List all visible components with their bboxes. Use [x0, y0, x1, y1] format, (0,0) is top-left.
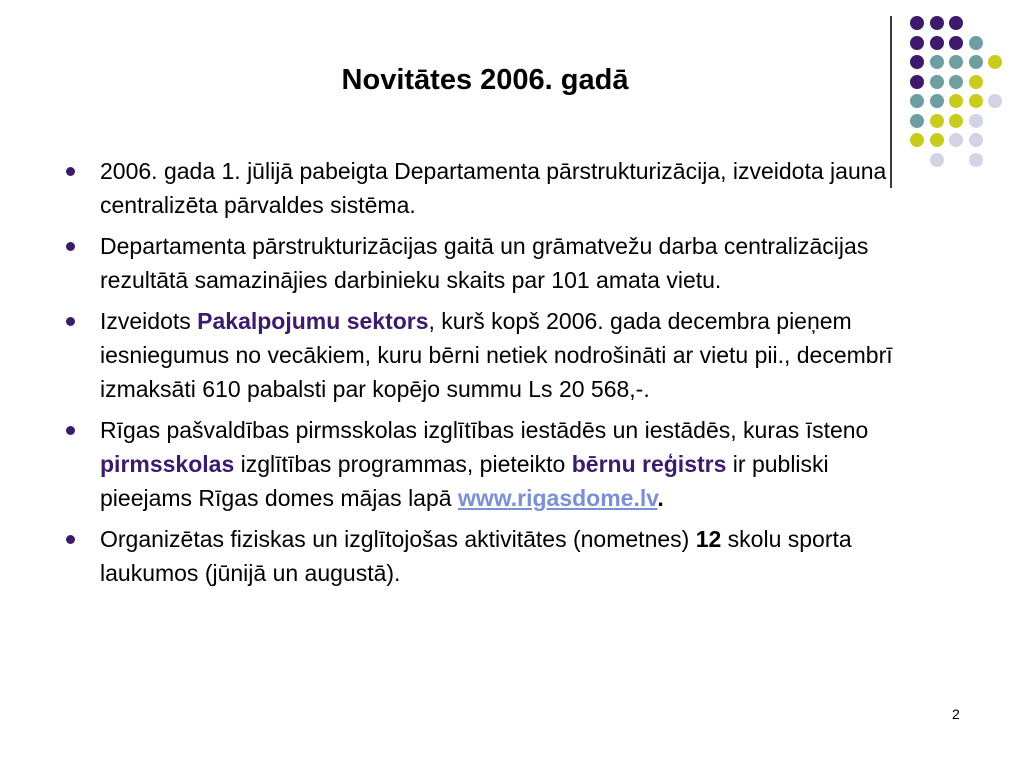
bullet-text: Rīgas pašvaldības pirmsskolas izglītības iestādēs un iestādēs, kuras īsteno	[100, 417, 869, 443]
decorative-dot	[949, 16, 963, 30]
decorative-dot	[910, 133, 924, 147]
bullet-text: izglītības programmas, pieteikto	[234, 451, 572, 477]
decorative-dot	[969, 55, 983, 69]
decorative-dot	[930, 153, 944, 167]
decorative-dot	[969, 36, 983, 50]
bullet-dot-icon	[66, 317, 75, 326]
bullet-text: 2006. gada 1. jūlijā pabeigta Departamenta pārstrukturizācija, izveidota jauna centralizēta pārvaldes sistēma.	[100, 158, 887, 218]
bullet-item-staff-reduction	[60, 229, 910, 297]
bullet-list	[60, 154, 910, 597]
rigasdome-link[interactable]: www.rigasdome.lv	[457, 485, 658, 511]
bullet-dot-icon	[66, 426, 75, 435]
bullet-text: Departamenta pārstrukturizācijas gaitā un grāmatvežu darba centralizācijas rezultātā samazinājies darbinieku skaits par 101 amata vietu.	[100, 233, 869, 293]
highlight-service-sector: Pakalpojumu sektors	[197, 308, 429, 334]
decorative-dot	[949, 133, 963, 147]
decorative-dot	[969, 133, 983, 147]
bullet-item-service-sector	[60, 304, 910, 406]
highlight-count: 12	[695, 526, 722, 552]
decorative-dot	[969, 94, 983, 108]
decorative-dot	[930, 133, 944, 147]
bullet-text: Organizētas fiziskas un izglītojošas aktivitātes (nometnes)	[100, 526, 696, 552]
decorative-dot	[949, 36, 963, 50]
bullet-item-child-registry	[60, 413, 910, 515]
slide-title: Novitātes 2006. gadā	[341, 64, 629, 96]
bullet-dot-icon	[66, 167, 75, 176]
highlight-child-registry: bērnu reģistrs	[571, 451, 727, 477]
decorative-dot	[988, 55, 1002, 69]
bullet-item-restructuring	[60, 154, 910, 222]
highlight-preschool: pirmsskolas	[100, 451, 235, 477]
bullet-text: ir publiski pieejams Rīgas domes mājas lapā	[100, 451, 829, 511]
decorative-dot	[910, 16, 924, 30]
decorative-dot	[910, 36, 924, 50]
bullet-text: , kurš kopš 2006. gada decembra pieņem iesniegumus no vecākiem, kuru bērni netiek nodrošināti ar vietu pii., decembrī izmaksāti 610 pabalsti par kopējo summu Ls 20 568,-.	[100, 308, 893, 402]
decorative-dot	[969, 114, 983, 128]
page-number: 2	[952, 706, 960, 722]
decorative-dot	[930, 114, 944, 128]
decorative-dot	[949, 114, 963, 128]
bullet-text: Izveidots	[100, 308, 198, 334]
decorative-dot	[930, 16, 944, 30]
decorative-dot	[969, 153, 983, 167]
bullet-dot-icon	[66, 535, 75, 544]
decorative-dot	[969, 75, 983, 89]
bullet-dot-icon	[66, 242, 75, 251]
decorative-dot	[930, 36, 944, 50]
bullet-text: skolu sporta laukumos (jūnijā un augustā).	[100, 526, 852, 586]
bullet-item-activities	[60, 522, 910, 590]
decorative-dot	[988, 94, 1002, 108]
decorative-dot	[910, 114, 924, 128]
bullet-text-period: .	[657, 485, 664, 511]
